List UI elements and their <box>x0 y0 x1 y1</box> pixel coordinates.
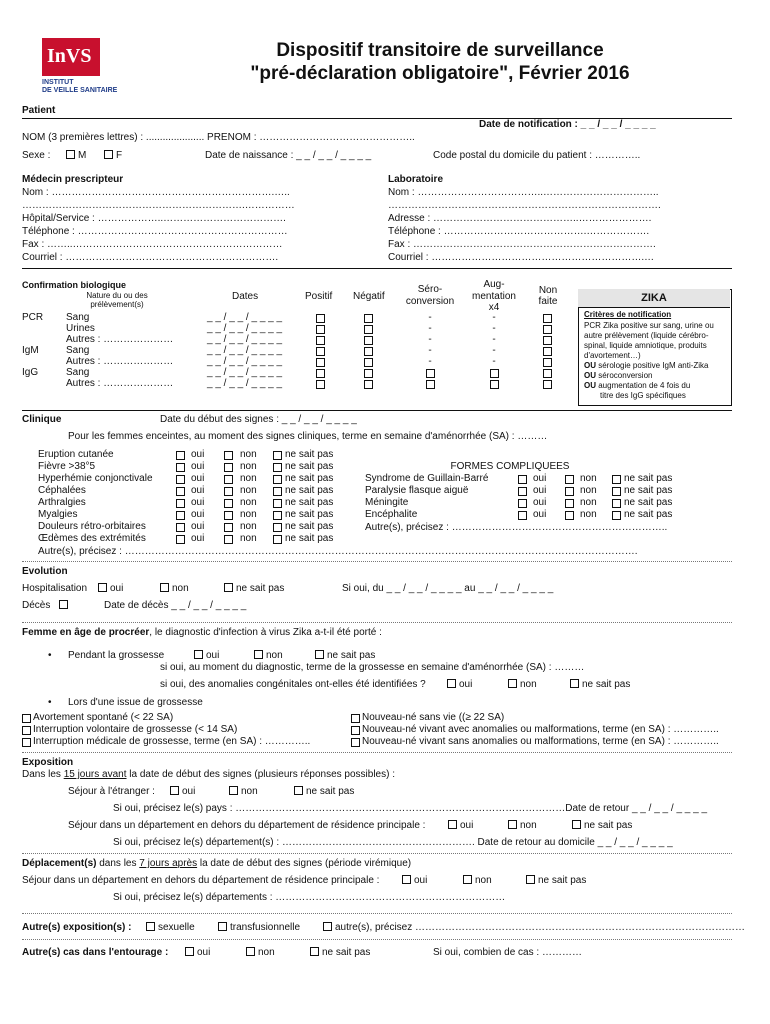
critere-line: OU séroconversion <box>584 371 653 380</box>
aug-na: - <box>492 323 496 334</box>
page-title-line2: "pré-déclaration obligatoire", Février 2016 <box>250 63 630 84</box>
nonfaite-checkbox[interactable] <box>543 380 552 389</box>
sign-non-checkbox[interactable] <box>224 451 233 460</box>
zika-title: ZIKA <box>578 289 730 308</box>
non-label: non <box>240 485 257 496</box>
positif-checkbox[interactable] <box>316 347 325 356</box>
checkbox-icon <box>402 875 411 884</box>
checkbox-icon <box>294 786 303 795</box>
deplacement-non[interactable]: non <box>463 875 492 887</box>
row-group-label: PCR <box>22 312 44 323</box>
issue-label: Nouveau-né sans vie ((≥ 22 SA) <box>362 712 505 723</box>
checkbox-icon <box>229 786 238 795</box>
medecin-telephone[interactable]: Téléphone : ……………………………………………………… <box>22 226 288 237</box>
medecin-line2[interactable]: ………………………………………………………….…………… <box>22 200 295 211</box>
non-label: non <box>580 485 597 496</box>
labo-heading: Laboratoire <box>388 174 444 185</box>
anomalies-oui[interactable]: oui <box>447 679 472 691</box>
nonfaite-checkbox[interactable] <box>543 369 552 378</box>
anomalies-nsp[interactable]: ne sait pas <box>570 679 630 691</box>
checkbox-icon <box>448 820 457 829</box>
sign-non-checkbox[interactable] <box>224 511 233 520</box>
col-sero: Séro- <box>417 284 443 295</box>
col-negatif: Négatif <box>353 291 385 302</box>
grossesse-label: Pendant la grossesse <box>68 650 165 661</box>
non-label: non <box>240 473 257 484</box>
checkbox-icon <box>218 922 227 931</box>
hospitalisation-label: Hospitalisation <box>22 583 88 594</box>
positif-checkbox[interactable] <box>316 358 325 367</box>
sero-na: - <box>428 312 432 323</box>
issue-checkbox[interactable] <box>22 726 31 735</box>
hosp-oui[interactable]: oui <box>98 583 123 595</box>
hosp-non[interactable]: non <box>160 583 189 595</box>
issue-label: Interruption médicale de grossesse, terme (en SA) : ………….. <box>33 736 311 747</box>
checkbox-icon <box>508 679 517 688</box>
divider <box>22 853 732 854</box>
deplacement-sejour: Séjour dans un département en dehors du département de résidence principale : <box>22 875 380 886</box>
checkbox-icon <box>447 679 456 688</box>
nonfaite-checkbox[interactable] <box>543 347 552 356</box>
checkbox-icon <box>570 679 579 688</box>
nsp-label: ne sait pas <box>285 461 334 472</box>
sign-nsp-checkbox[interactable] <box>273 463 282 472</box>
checkbox-icon <box>59 600 68 609</box>
sero-na: - <box>428 334 432 345</box>
sexe-label: Sexe : <box>22 150 51 161</box>
divider <box>22 752 732 753</box>
checkbox-icon <box>310 947 319 956</box>
departement-non[interactable]: non <box>508 820 537 832</box>
oui-label: oui <box>533 497 547 508</box>
forme-nsp-checkbox[interactable] <box>612 475 621 484</box>
row-date-field[interactable]: _ _ / _ _ / _ _ _ _ <box>207 323 283 334</box>
col-positif: Positif <box>305 291 333 302</box>
nsp-label: ne sait pas <box>624 509 673 520</box>
sign-nsp-checkbox[interactable] <box>273 451 282 460</box>
col-sero2: conversion <box>405 296 455 307</box>
sign-oui-checkbox[interactable] <box>176 475 185 484</box>
positif-checkbox[interactable] <box>316 325 325 334</box>
non-label: non <box>580 497 597 508</box>
entourage-oui[interactable]: oui <box>185 947 210 959</box>
labo-telephone[interactable]: Téléphone : …………………………………….………………. <box>388 226 650 237</box>
oui-label: oui <box>191 521 205 532</box>
non-label: non <box>240 461 257 472</box>
medecin-fax[interactable]: Fax : ……..……………………………………………………… <box>22 239 283 250</box>
checkbox-icon <box>160 583 169 592</box>
oui-label: oui <box>533 473 547 484</box>
non-label: non <box>240 533 257 544</box>
date-debut-signes[interactable]: Date du début des signes : _ _ / _ _ / _ _ _ _ <box>160 414 357 425</box>
medecin-nom[interactable]: Nom : ………………………………………………………….….. <box>22 187 290 198</box>
oui-label: oui <box>533 485 547 496</box>
page-title-line1: Dispositif transitoire de surveillance <box>276 40 604 61</box>
date-naissance[interactable]: Date de naissance : _ _ / _ _ / _ _ _ _ <box>205 150 372 161</box>
checkbox-icon <box>463 875 472 884</box>
nsp-label: ne sait pas <box>624 485 673 496</box>
sign-oui-checkbox[interactable] <box>176 499 185 508</box>
critere-line: PCR Zika positive sur sang, urine ou <box>584 321 714 330</box>
sign-nsp-checkbox[interactable] <box>273 511 282 520</box>
negatif-checkbox[interactable] <box>364 358 373 367</box>
sign-oui-checkbox[interactable] <box>176 487 185 496</box>
nsp-label: ne sait pas <box>285 485 334 496</box>
positif-checkbox[interactable] <box>316 380 325 389</box>
checkbox-icon <box>254 650 263 659</box>
non-label: non <box>240 509 257 520</box>
forme-non-checkbox[interactable] <box>565 511 574 520</box>
sign-oui-checkbox[interactable] <box>176 535 185 544</box>
forme-non-checkbox[interactable] <box>565 487 574 496</box>
aug-na: - <box>492 345 496 356</box>
deplacement-heading: Déplacement(s) dans les 7 jours après la date de début des signes (période virémique) <box>22 858 412 869</box>
date-notification[interactable]: Date de notification : _ _ / _ _ / _ _ _ _ <box>479 119 656 130</box>
sexe-f-option[interactable]: F <box>104 150 122 162</box>
sign-label: Eruption cutanée <box>38 449 114 460</box>
deplacement-nsp[interactable]: ne sait pas <box>526 875 586 887</box>
formes-title: FORMES COMPLIQUEES <box>450 461 570 472</box>
aug-checkbox[interactable] <box>490 369 499 378</box>
checkbox-icon <box>508 820 517 829</box>
evolution-heading: Evolution <box>22 566 68 577</box>
critere-line: autre prélèvement (liquide cérébro- <box>584 331 709 340</box>
entourage-non[interactable]: non <box>246 947 275 959</box>
non-label: non <box>580 473 597 484</box>
oui-label: oui <box>191 473 205 484</box>
issue-label: Nouveau-né vivant sans anomalies ou malformations, terme (en SA) : ………….. <box>362 736 719 747</box>
expo-autres[interactable]: autre(s), précisez ……………………………………………………………………………………… <box>323 922 745 934</box>
grossesse-nsp[interactable]: ne sait pas <box>315 650 375 662</box>
nonfaite-checkbox[interactable] <box>543 358 552 367</box>
sign-oui-checkbox[interactable] <box>176 523 185 532</box>
oui-label: oui <box>191 461 205 472</box>
departement-oui[interactable]: oui <box>448 820 473 832</box>
exposition-heading: Exposition <box>22 757 74 768</box>
nonfaite-checkbox[interactable] <box>543 336 552 345</box>
departements-field[interactable]: Si oui, précisez le(s) département(s) : …………………………………………………. Date de retour au domicile _ _ / _ _ / _ _ _ _ <box>113 837 673 848</box>
forme-oui-checkbox[interactable] <box>518 475 527 484</box>
positif-checkbox[interactable] <box>316 369 325 378</box>
entourage-nsp[interactable]: ne sait pas <box>310 947 370 959</box>
nsp-label: ne sait pas <box>285 521 334 532</box>
labo-nom[interactable]: Nom : ………………………………..…………………………….. <box>388 187 659 198</box>
forme-label: Encéphalite <box>365 509 418 520</box>
issue-checkbox[interactable] <box>351 726 360 735</box>
col-aug2: mentation <box>472 291 516 302</box>
checkbox-icon <box>246 947 255 956</box>
divider <box>22 622 732 623</box>
sign-non-checkbox[interactable] <box>224 463 233 472</box>
negatif-checkbox[interactable] <box>364 380 373 389</box>
forme-nsp-checkbox[interactable] <box>612 511 621 520</box>
non-label: non <box>580 509 597 520</box>
critere-line: d'avortement…) <box>584 351 641 360</box>
sign-oui-checkbox[interactable] <box>176 511 185 520</box>
negatif-checkbox[interactable] <box>364 369 373 378</box>
row-specimen: Sang <box>66 345 90 356</box>
sign-label: Arthralgies <box>38 497 86 508</box>
labo-adresse[interactable]: Adresse : ……………………………………..…………………. <box>388 213 652 224</box>
bullet-icon: • <box>48 650 52 661</box>
nsp-label: ne sait pas <box>285 449 334 460</box>
forme-non-checkbox[interactable] <box>565 499 574 508</box>
forme-oui-checkbox[interactable] <box>518 487 527 496</box>
forme-oui-checkbox[interactable] <box>518 511 527 520</box>
nsp-label: ne sait pas <box>285 509 334 520</box>
col-aug3: x4 <box>488 302 500 313</box>
femme-heading: Femme en âge de procréer, le diagnostic d'infection à virus Zika a-t-il été porté : <box>22 627 382 638</box>
sign-nsp-checkbox[interactable] <box>273 523 282 532</box>
anomalies-non[interactable]: non <box>508 679 537 691</box>
negatif-checkbox[interactable] <box>364 336 373 345</box>
col-nonfaite2: faite <box>538 296 558 307</box>
forme-oui-checkbox[interactable] <box>518 499 527 508</box>
logo-mark: InVS <box>47 45 92 67</box>
sign-label: Hyperhémie conjonctivale <box>38 473 153 484</box>
row-date-field[interactable]: _ _ / _ _ / _ _ _ _ <box>207 367 283 378</box>
femmes-enceintes[interactable]: Pour les femmes enceintes, au moment des signes cliniques, terme en semaine d'aménorrhée (SA) : ……… <box>68 431 548 442</box>
sign-non-checkbox[interactable] <box>224 523 233 532</box>
aug-checkbox[interactable] <box>490 380 499 389</box>
sign-non-checkbox[interactable] <box>224 535 233 544</box>
medecin-heading: Médecin prescripteur <box>22 174 124 185</box>
criteres-title: Critères de notification <box>584 310 672 319</box>
sero-na: - <box>428 323 432 334</box>
sero-na: - <box>428 356 432 367</box>
medecin-hopital[interactable]: Hôpital/Service : ………………..………………………………. <box>22 213 286 224</box>
sign-nsp-checkbox[interactable] <box>273 487 282 496</box>
aug-na: - <box>492 356 496 367</box>
oui-label: oui <box>191 449 205 460</box>
etranger-non[interactable]: non <box>229 786 258 798</box>
divider <box>22 561 732 562</box>
sign-oui-checkbox[interactable] <box>176 463 185 472</box>
row-group-label: IgM <box>22 345 39 356</box>
sign-nsp-checkbox[interactable] <box>273 475 282 484</box>
nature-header2: prélèvement(s) <box>90 300 144 309</box>
sign-label: Douleurs rétro-orbitaires <box>38 521 146 532</box>
nsp-label: ne sait pas <box>624 473 673 484</box>
sign-nsp-checkbox[interactable] <box>273 499 282 508</box>
issue-checkbox[interactable] <box>351 738 360 747</box>
checkbox-icon <box>185 947 194 956</box>
row-specimen: Autres : ………………… <box>66 378 174 389</box>
sign-non-checkbox[interactable] <box>224 475 233 484</box>
nsp-label: ne sait pas <box>624 497 673 508</box>
sign-nsp-checkbox[interactable] <box>273 535 282 544</box>
entourage-combien[interactable]: Si oui, combien de cas : ………… <box>433 947 582 958</box>
row-specimen: Autres : ………………… <box>66 356 174 367</box>
nsp-label: ne sait pas <box>285 497 334 508</box>
critere-line: OU augmentation de 4 fois du <box>584 381 691 390</box>
expo-sexuelle[interactable]: sexuelle <box>146 922 195 934</box>
sero-checkbox[interactable] <box>426 369 435 378</box>
code-postal[interactable]: Code postal du domicile du patient : ………….. <box>433 150 641 161</box>
logo-line1: INSTITUT <box>42 79 74 86</box>
entourage-heading: Autre(s) cas dans l'entourage : <box>22 947 169 958</box>
nature-header: Nature du ou des <box>86 291 148 300</box>
row-date-field[interactable]: _ _ / _ _ / _ _ _ _ <box>207 312 283 323</box>
labo-fax[interactable]: Fax : ………………………………………………………………. <box>388 239 656 250</box>
checkbox-icon <box>315 650 324 659</box>
sign-label: Céphalées <box>38 485 86 496</box>
grossesse-non[interactable]: non <box>254 650 283 662</box>
divider <box>22 268 732 269</box>
nonfaite-checkbox[interactable] <box>543 314 552 323</box>
etranger-nsp[interactable]: ne sait pas <box>294 786 354 798</box>
sexe-m-option[interactable]: M <box>66 150 86 162</box>
deplacement-oui[interactable]: oui <box>402 875 427 887</box>
row-date-field[interactable]: _ _ / _ _ / _ _ _ _ <box>207 334 283 345</box>
anomalies-label: si oui, des anomalies congénitales ont-elles été identifiées ? <box>160 679 426 690</box>
sign-non-checkbox[interactable] <box>224 487 233 496</box>
labo-courriel[interactable]: Courriel : ……………………………………………………….… <box>388 252 655 263</box>
logo-line2: DE VEILLE SANITAIRE <box>42 87 118 94</box>
medecin-courriel[interactable]: Courriel : ………………………………………………………. <box>22 252 279 263</box>
forme-non-checkbox[interactable] <box>565 475 574 484</box>
divider <box>22 913 732 914</box>
col-dates: Dates <box>232 291 259 302</box>
critere-line: OU sérologie positive IgM anti-Zika <box>584 361 709 370</box>
col-nonfaite: Non <box>538 285 558 296</box>
row-specimen: Autres : ………………… <box>66 334 174 345</box>
row-date-field[interactable]: _ _ / _ _ / _ _ _ _ <box>207 345 283 356</box>
divider <box>22 410 732 411</box>
negatif-checkbox[interactable] <box>364 347 373 356</box>
col-aug: Aug- <box>483 279 505 290</box>
hosp-dates[interactable]: Si oui, du _ _ / _ _ / _ _ _ _ au _ _ / _ _ / _ _ _ _ <box>342 583 554 594</box>
non-label: non <box>240 521 257 532</box>
positif-checkbox[interactable] <box>316 336 325 345</box>
checkbox-icon <box>170 786 179 795</box>
divider <box>22 939 732 940</box>
positif-checkbox[interactable] <box>316 314 325 323</box>
critere-line: titre des IgG spécifiques <box>600 391 686 400</box>
nonfaite-checkbox[interactable] <box>543 325 552 334</box>
sign-label: Fièvre >38°5 <box>38 461 96 472</box>
checkbox-icon <box>194 650 203 659</box>
nsp-label: ne sait pas <box>285 533 334 544</box>
checkbox-icon <box>104 150 113 159</box>
formes-autres[interactable]: Autre(s), précisez : ……………………………………………………….. <box>365 522 668 533</box>
etranger-oui[interactable]: oui <box>170 786 195 798</box>
confirmation-heading: Confirmation biologique <box>22 280 126 290</box>
oui-label: oui <box>191 533 205 544</box>
checkbox-icon <box>66 150 75 159</box>
clinique-heading: Clinique <box>22 414 62 425</box>
forme-nsp-checkbox[interactable] <box>612 487 621 496</box>
row-date-field[interactable]: _ _ / _ _ / _ _ _ _ <box>207 356 283 367</box>
expo-transfusionnelle[interactable]: transfusionnelle <box>218 922 300 934</box>
nsp-label: ne sait pas <box>285 473 334 484</box>
checkbox-icon <box>526 875 535 884</box>
terme-grossesse[interactable]: si oui, au moment du diagnostic, terme de la grossesse en semaine d'aménorrhée (SA) : ……… <box>160 662 585 673</box>
checkbox-icon <box>323 922 332 931</box>
non-label: non <box>240 497 257 508</box>
row-date-field[interactable]: _ _ / _ _ / _ _ _ _ <box>207 378 283 389</box>
deplacement-depts[interactable]: Si oui, précisez le(s) départements : …………………………………………………………… <box>113 892 506 903</box>
patient-heading: Patient <box>22 105 56 116</box>
aug-na: - <box>492 334 496 345</box>
issue-checkbox[interactable] <box>22 714 31 723</box>
forme-label: Syndrome de Guillain-Barré <box>365 473 489 484</box>
oui-label: oui <box>191 485 205 496</box>
row-specimen: Sang <box>66 312 90 323</box>
sero-checkbox[interactable] <box>426 380 435 389</box>
issue-checkbox[interactable] <box>351 714 360 723</box>
aug-na: - <box>492 312 496 323</box>
critere-line: spinal, liquide amniotique, produits <box>584 341 707 350</box>
issue-checkbox[interactable] <box>22 738 31 747</box>
etranger-label: Séjour à l'étranger : <box>68 786 155 797</box>
checkbox-icon <box>98 583 107 592</box>
departement-nsp[interactable]: ne sait pas <box>572 820 632 832</box>
nom-prenom-field[interactable]: NOM (3 premières lettres) : ..................... PRENOM : ……………………………………….. <box>22 132 415 143</box>
sign-label: Myalgies <box>38 509 78 520</box>
grossesse-oui[interactable]: oui <box>194 650 219 662</box>
deces-option[interactable]: Décès <box>22 600 71 612</box>
sign-non-checkbox[interactable] <box>224 499 233 508</box>
departement-label: Séjour dans un département en dehors du département de résidence principale : <box>68 820 426 831</box>
pays-field[interactable]: Si oui, précisez le(s) pays : ………………………………………………………………………………………Date de retour _ _ / _ _ / _ _ _ _ <box>113 803 708 814</box>
checkbox-icon <box>572 820 581 829</box>
forme-nsp-checkbox[interactable] <box>612 499 621 508</box>
forme-label: Méningite <box>365 497 409 508</box>
oui-label: oui <box>191 497 205 508</box>
sero-na: - <box>428 345 432 356</box>
clinique-autres[interactable]: Autre(s), précisez : ………………………………………………………………………………………………………………………………………. <box>38 546 638 557</box>
date-deces[interactable]: Date de décès _ _ / _ _ / _ _ _ _ <box>104 600 247 611</box>
labo-line2[interactable]: ………………………………………………………………………. <box>388 200 661 211</box>
issue-label: Interruption volontaire de grossesse (< 14 SA) <box>33 724 238 735</box>
row-group-label: IgG <box>22 367 39 378</box>
sign-label: Œdèmes des extrémités <box>38 533 146 544</box>
oui-label: oui <box>533 509 547 520</box>
row-specimen: Sang <box>66 367 90 378</box>
issue-label: Lors d'une issue de grossesse <box>68 697 203 708</box>
checkbox-icon <box>146 922 155 931</box>
negatif-checkbox[interactable] <box>364 325 373 334</box>
autres-expo-heading: Autre(s) exposition(s) : <box>22 922 132 933</box>
oui-label: oui <box>191 509 205 520</box>
row-specimen: Urines <box>66 323 95 334</box>
checkbox-icon <box>224 583 233 592</box>
hosp-nsp[interactable]: ne sait pas <box>224 583 284 595</box>
forme-label: Paralysie flasque aiguë <box>365 485 469 496</box>
exposition-intro: Dans les 15 jours avant la date de début des signes (plusieurs réponses possibles) : <box>22 769 396 780</box>
sign-oui-checkbox[interactable] <box>176 451 185 460</box>
negatif-checkbox[interactable] <box>364 314 373 323</box>
issue-label: Nouveau-né vivant avec anomalies ou malformations, terme (en SA) : ………….. <box>362 724 719 735</box>
non-label: non <box>240 449 257 460</box>
bullet-icon: • <box>48 697 52 708</box>
issue-label: Avortement spontané (< 22 SA) <box>33 712 174 723</box>
